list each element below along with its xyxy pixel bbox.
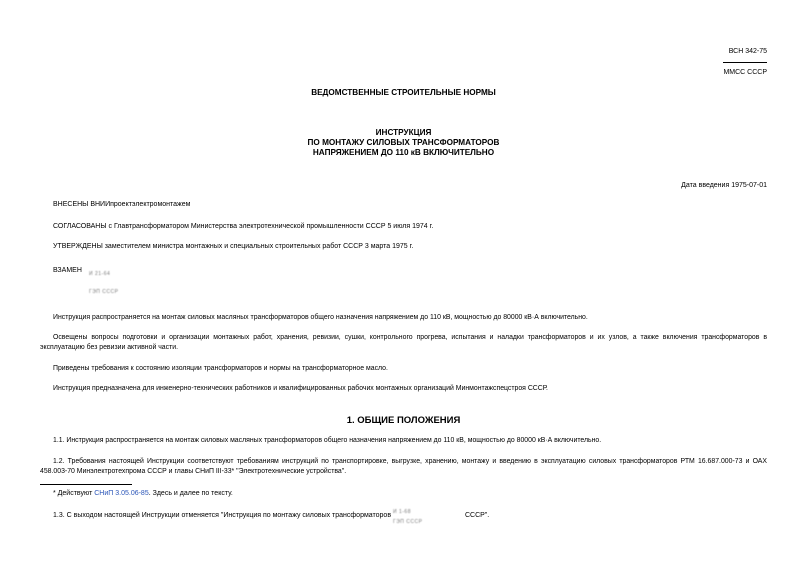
footnote-prefix: * Действуют	[53, 490, 93, 497]
footnote-suffix: . Здесь и далее по тексту.	[148, 490, 233, 497]
document-organization: ММСС СССР	[723, 69, 767, 76]
title-main: ВЕДОМСТВЕННЫЕ СТРОИТЕЛЬНЫЕ НОРМЫ	[311, 88, 496, 97]
replaces-label: ВЗАМЕН	[53, 267, 82, 274]
footnote-link[interactable]: СНиП 3.05.06-85	[94, 490, 149, 497]
footnote	[53, 489, 233, 498]
intro-date: Дата введения 1975-07-01	[681, 182, 767, 189]
section-paragraph: 1.2. Требования настоящей Инструкции соответствуют требованиям инструкций по транспортировке, выгрузке, хранению, монтажу и введению в эксплуатацию силовых трансформаторов РТМ 16.687.000-73 и ОАХ 458.003-70 Минэлектротехпрома СССР и главы СНиП III-33* "Электротехнические устройства".	[40, 458, 767, 475]
intro-paragraph: Освещены вопросы подготовки и организации монтажных работ, хранения, ревизии, сушки, контрольного прогрева, испытания и наладки трансформаторов и их узлов, а также включения трансформаторов в эксплуатацию без ревизии активной части.	[40, 334, 767, 351]
title-line: НАПРЯЖЕНИЕМ ДО 110 кВ ВКЛЮЧИТЕЛЬНО	[312, 148, 495, 157]
footnote-divider	[40, 484, 132, 485]
approved-by: УТВЕРЖДЕНЫ заместителем министра монтажных и специальных строительных работ СССР 3 марта 1975 г.	[53, 243, 414, 250]
intro-paragraph: Инструкция предназначена для инженерно-технических работников и квалифицированных рабочих монтажных организаций Минмонтажспецстроя СССР.	[53, 385, 548, 392]
paragraph-prefix: 1.3. С выходом настоящей Инструкции отменяется "Инструкция по монтажу силовых трансформаторов	[53, 512, 392, 519]
replaced-stamp-line: И 1-68	[393, 509, 411, 515]
section-paragraph: 1.1. Инструкция распространяется на монтаж силовых масляных трансформаторов общего назначения напряжением до 110 кВ, мощностью до 80000 кВ·А включительно.	[53, 437, 602, 444]
replaced-stamp	[393, 507, 463, 526]
paragraph-suffix: СССР".	[464, 512, 490, 519]
intro-paragraph: Приведены требования к состоянию изоляции трансформаторов и нормы на трансформаторное масло.	[53, 365, 388, 372]
intro-paragraph: Инструкция распространяется на монтаж силовых масляных трансформаторов общего назначения напряжением до 110 кВ, мощностью до 80000 кВ·А включительно.	[53, 314, 588, 321]
introduced-by: ВНЕСЕНЫ ВНИИпроектэлектромонтажем	[53, 201, 191, 208]
agreed-by: СОГЛАСОВАНЫ с Главтрансформатором Министерства электротехнической промышленности СССР 5 июля 1974 г.	[53, 223, 434, 230]
section-heading: 1. ОБЩИЕ ПОЛОЖЕНИЯ	[346, 415, 461, 426]
title-block	[0, 128, 807, 158]
code-divider	[723, 62, 767, 63]
replaces-stamp-line: И 21-64	[89, 271, 111, 277]
section-paragraph-1-3	[53, 511, 489, 530]
replaced-stamp-line: ГЭП СССР	[393, 519, 423, 525]
title-line: ИНСТРУКЦИЯ	[375, 128, 432, 137]
document-code: ВСН 342-75	[728, 48, 767, 55]
replaces-stamp	[89, 262, 118, 298]
title-line: ПО МОНТАЖУ СИЛОВЫХ ТРАНСФОРМАТОРОВ	[307, 138, 500, 147]
replaces-stamp-line: ГЭП СССР	[89, 289, 119, 295]
